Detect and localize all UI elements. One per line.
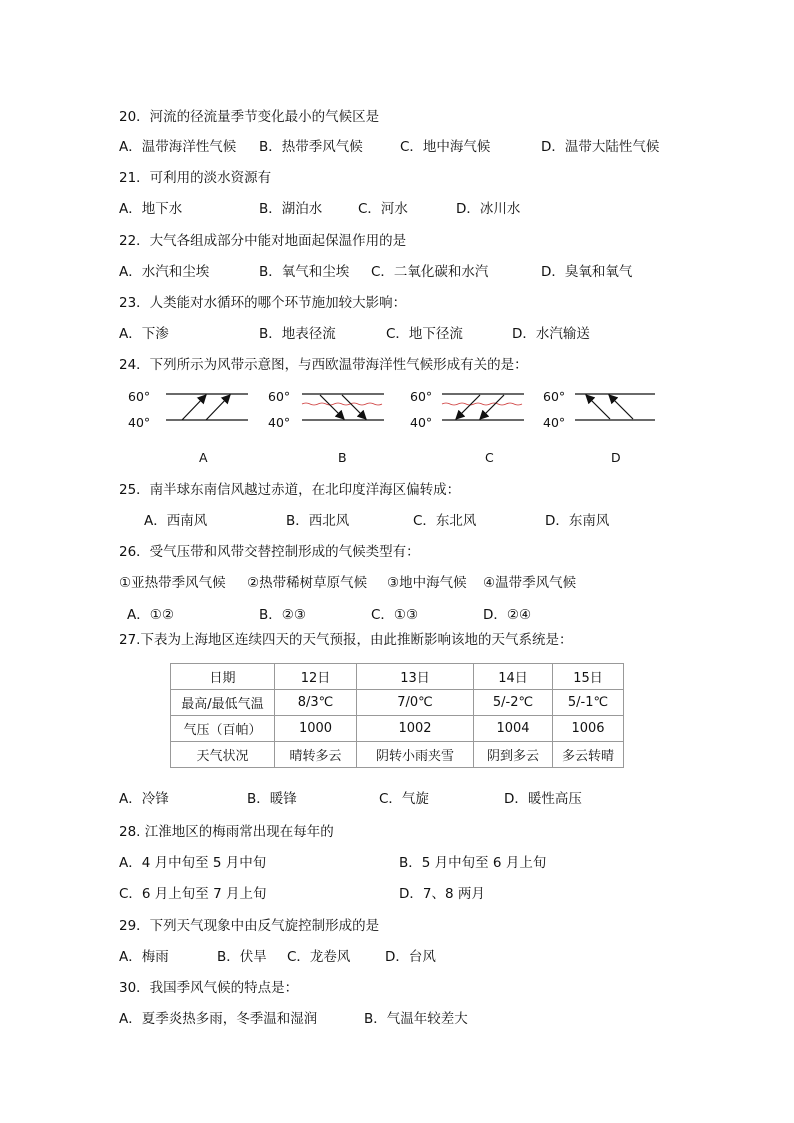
- q28-option-b: B．5 月中旬至 6 月上旬: [399, 855, 547, 871]
- diagram-a-40-label: 40°: [128, 415, 151, 430]
- table-cell: 7/0℃: [357, 690, 474, 716]
- q26-option-b: B．②③: [259, 607, 306, 623]
- table-row: [171, 690, 624, 716]
- diagram-d: [575, 394, 655, 420]
- q28-option-c: C．6 月上旬至 7 月上旬: [119, 886, 267, 902]
- q25-option-a: A．西南风: [144, 513, 208, 529]
- table-cell: 5/-1℃: [553, 690, 624, 716]
- question-21-stem: 21．可利用的淡水资源有: [119, 170, 272, 186]
- diagram-c-40-label: 40°: [410, 415, 433, 430]
- q27-option-c: C．气旋: [379, 791, 429, 807]
- question-23-stem: 23．人类能对水循环的哪个环节施加较大影响：: [119, 295, 407, 311]
- q28-option-a: A．4 月中旬至 5 月中旬: [119, 855, 267, 871]
- q23-option-d: D．水汽输送: [512, 326, 590, 342]
- q25-option-d: D．东南风: [545, 513, 610, 529]
- diagram-d-letter: D: [611, 450, 621, 465]
- diagram-d-60-label: 60°: [543, 389, 566, 404]
- diagram-a-letter: A: [199, 450, 208, 465]
- diagram-a: [166, 394, 248, 420]
- table-cell: 1000: [275, 716, 357, 742]
- diagram-b: [302, 394, 384, 420]
- diagram-b-40-label: 40°: [268, 415, 291, 430]
- q27-option-a: A．冷锋: [119, 791, 169, 807]
- weather-forecast-table: [170, 663, 624, 768]
- table-cell: 5/-2℃: [474, 690, 553, 716]
- question-25-stem: 25．南半球东南信风越过赤道，在北印度洋海区偏转成：: [119, 482, 461, 498]
- q30-option-b: B．气温年较差大: [364, 1011, 468, 1027]
- q23-option-b: B．地表径流: [259, 326, 336, 342]
- q26-item-1: ①亚热带季风气候: [119, 575, 226, 591]
- table-cell: 12日: [275, 664, 357, 690]
- table-cell: 1006: [553, 716, 624, 742]
- table-row: [171, 742, 624, 768]
- q25-option-c: C．东北风: [413, 513, 477, 529]
- q21-option-a: A．地下水: [119, 201, 183, 217]
- q20-option-c: C．地中海气候: [400, 139, 491, 155]
- q20-option-d: D．温带大陆性气候: [541, 139, 660, 155]
- diagram-b-60-label: 60°: [268, 389, 291, 404]
- table-cell: 晴转多云: [275, 742, 357, 768]
- q22-option-b: B．氧气和尘埃: [259, 264, 350, 280]
- question-26-stem: 26．受气压带和风带交替控制形成的气候类型有：: [119, 544, 420, 560]
- q30-option-a: A．夏季炎热多雨，冬季温和湿润: [119, 1011, 318, 1027]
- table-cell: 14日: [474, 664, 553, 690]
- q28-option-d: D．7、8 两月: [399, 886, 485, 902]
- table-cell: 天气状况: [171, 742, 275, 768]
- table-cell: 1004: [474, 716, 553, 742]
- q21-option-b: B．湖泊水: [259, 201, 323, 217]
- table-row: [171, 716, 624, 742]
- table-cell: 15日: [553, 664, 624, 690]
- q27-option-b: B．暖锋: [247, 791, 297, 807]
- question-28-stem: 28. 江淮地区的梅雨常出现在每年的: [119, 824, 334, 840]
- diagram-c-letter: C: [485, 450, 494, 465]
- question-27-stem: 27.下表为上海地区连续四天的天气预报，由此推断影响该地的天气系统是：: [119, 632, 573, 648]
- q29-option-d: D．台风: [385, 949, 436, 965]
- q26-option-a: A．①②: [127, 607, 174, 623]
- table-cell: 阴到多云: [474, 742, 553, 768]
- table-cell: 气压（百帕）: [171, 716, 275, 742]
- q26-item-3: ③地中海气候: [387, 575, 467, 591]
- q27-option-d: D．暖性高压: [504, 791, 582, 807]
- q26-item-2: ②热带稀树草原气候: [247, 575, 368, 591]
- table-cell: 最高/最低气温: [171, 690, 275, 716]
- table-cell: 1002: [357, 716, 474, 742]
- q25-option-b: B．西北风: [286, 513, 350, 529]
- q26-item-4: ④温带季风气候: [483, 575, 577, 591]
- question-30-stem: 30．我国季风气候的特点是：: [119, 980, 299, 996]
- table-cell: 13日: [357, 664, 474, 690]
- q29-option-a: A．梅雨: [119, 949, 169, 965]
- q26-option-d: D．②④: [483, 607, 532, 623]
- question-29-stem: 29．下列天气现象中由反气旋控制形成的是: [119, 918, 380, 934]
- q21-option-d: D．冰川水: [456, 201, 521, 217]
- q20-option-a: A．温带海洋性气候: [119, 139, 237, 155]
- question-20-stem: 20．河流的径流量季节变化最小的气候区是: [119, 109, 380, 125]
- diagram-d-40-label: 40°: [543, 415, 566, 430]
- q29-option-b: B．伏旱: [217, 949, 267, 965]
- q22-option-c: C．二氧化碳和水汽: [371, 264, 489, 280]
- q29-option-c: C．龙卷风: [287, 949, 351, 965]
- q23-option-c: C．地下径流: [386, 326, 463, 342]
- diagram-c: [442, 394, 524, 420]
- table-cell: 阴转小雨夹雪: [357, 742, 474, 768]
- diagram-c-60-label: 60°: [410, 389, 433, 404]
- q26-option-c: C．①③: [371, 607, 419, 623]
- q22-option-d: D．臭氧和氧气: [541, 264, 633, 280]
- question-22-stem: 22．大气各组成部分中能对地面起保温作用的是: [119, 233, 407, 249]
- q22-option-a: A．水汽和尘埃: [119, 264, 210, 280]
- question-24-stem: 24．下列所示为风带示意图，与西欧温带海洋性气候形成有关的是：: [119, 357, 528, 373]
- table-cell: 多云转晴: [553, 742, 624, 768]
- table-row: [171, 664, 624, 690]
- wind-belt-diagrams: [120, 386, 660, 436]
- q23-option-a: A．下渗: [119, 326, 169, 342]
- table-cell: 日期: [171, 664, 275, 690]
- diagram-b-letter: B: [338, 450, 347, 465]
- table-cell: 8/3℃: [275, 690, 357, 716]
- diagram-a-60-label: 60°: [128, 389, 151, 404]
- q20-option-b: B．热带季风气候: [259, 139, 363, 155]
- q21-option-c: C．河水: [358, 201, 408, 217]
